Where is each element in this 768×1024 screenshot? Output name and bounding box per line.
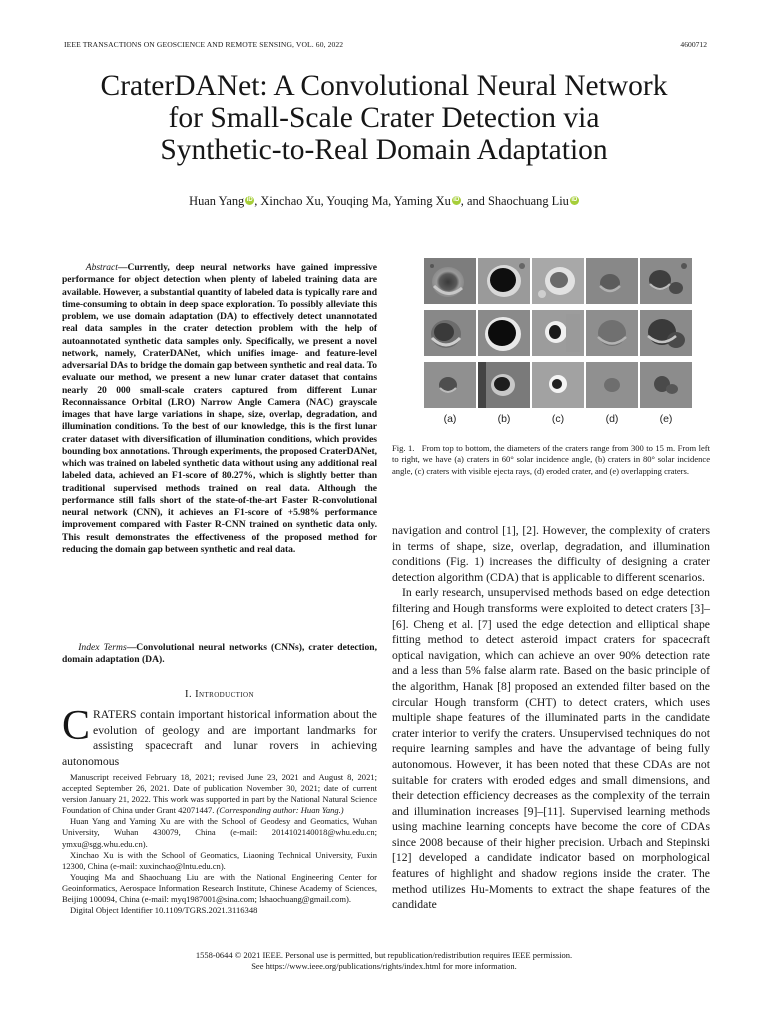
footnote-affiliation-3: Youqing Ma and Shaochuang Liu are with the National Engineering Center for Geoinformatics, Aerospace Information Research Institute, Chinese Academy of Sciences, Beijing 100094, China (e-mail: myq1987001@sina.com; lshaochuang@gmail.com). [62,871,377,905]
crater-image [478,310,530,356]
crater-image [424,310,476,356]
crater-image [532,310,584,356]
crater-image [586,310,638,356]
abstract [62,262,377,556]
author-1: Huan Yang [189,194,245,208]
intro-paragraph [62,703,377,769]
crater-image [586,362,638,408]
abstract-lead: Abstract [85,262,118,273]
footnote-affiliation-2: Xinchao Xu is with the School of Geomatics, Liaoning Technical University, Fuxin 12300, China (e-mail: xuxinchao@lntu.edu.cn). [62,849,377,871]
title-line-2: for Small-Scale Crater Detection via [168,102,600,134]
copyright-notice [0,950,768,972]
crater-image [586,258,638,304]
crater-image [532,362,584,408]
paper-title [0,70,768,166]
figure-caption: Fig. 1. From top to bottom, the diameters of the craters range from 300 to 15 m. From left to right, we have (a) craters in 60° solar incidence angle, (b) craters in 80° solar incidence angle, (c) craters with visible ejecta rays, (d) eroded crater, and (e) overlapping craters. [392,443,713,476]
crater-image [424,362,476,408]
index-terms-dash: — [126,642,137,653]
crater-image [532,258,584,304]
author-list [0,194,768,209]
crater-image [640,258,692,304]
subfigure-label-e: (e) [659,413,673,425]
body-paragraph-1: navigation and control [1], [2]. However, the complexity of craters in terms of shape, size, overlap, degradation, and illumination conditions (Fig. 1) increases the difficulty of designing a crater detection algorithm (CDA) that is applicable to different scenarios. [392,524,710,584]
subfigure-label-d: (d) [605,413,619,425]
abstract-text: Currently, deep neural networks have gained impressive performance for object detection when plenty of labeled training data are available. However, a substantial quantity of labeled data is typically rare and time-consuming to obtain in deep space exploration. To possibly alleviate this problem, we use domain adaptation (DA) to effectively detect unannotated real data samples in the crater detection problem with the help of autoannotated synthetic data samples only. Specifically, we present a novel network, namely, CraterDANet, which unifies image- and feature-level adversarial DAs to bridge the domain gap between synthetic and real data. To evaluate our method, we present a new lunar crater dataset that contains nearly 20 000 small-scale craters captured from different Lunar Reconnaissance Orbital (LRO) Narrow Angle Camera (NAC) grayscale images that have large variations in shape, size, overlap, degradation, and illumination conditions. To the best of our knowledge, this is the first lunar crater dataset with diversification of illumination conditions, which provides bounding box annotations. Through experiments, the proposed CraterDANet, which was trained on labeled synthetic data without using any additional real labeled data, achieved an F1-score of 80.27%, which is slightly better than traditional supervised methods trained on real data. Although the performance still falls short of the state-of-the-art Faster R-convolutional neural network (CNN), it achieves an F1-score of +5.98% performance improvement compared with Faster R-CNN trained on synthetic data only. This result demonstrates the effectiveness of the proposed method for reducing the domain gap between synthetic and real data. [62,262,377,555]
doi[interactable]: Digital Object Identifier 10.1109/TGRS.2021.3116348 [70,905,258,916]
index-terms-lead: Index Terms [78,642,127,653]
subfigure-label-b: (b) [497,413,511,425]
author-2: , Xinchao Xu, Youqing Ma, Yaming Xu [254,194,451,208]
crater-image [640,310,692,356]
section-heading: I. Introduction [185,689,254,700]
footnote-affiliation-1: Huan Yang and Yaming Xu are with the School of Geodesy and Geomatics, Wuhan University, Wuhan 430079, China (e-mail: 2014102140018@whu.edu.cn; ymxu@sgg.whu.edu.cn). [62,816,377,849]
abstract-dash: — [117,262,128,273]
right-column-body [392,523,710,913]
title-line-1: CraterDANet: A Convolutional Neural Network [100,70,668,102]
body-paragraph-2: In early research, unsupervised methods based on edge detection filtering and Hough transforms were exploited to detect craters [3]–[6]. Cheng et al. [7] used the edge detection and elliptical shape fitting method to detect asteroid impact craters for spacecraft optical navigation, which can achieve an over 90% detection rate and a less than 5% false alarm rate. Based on the basic principle of the algorithm, Hanak [8] proposed an extended filter based on the circular Hough transform (CHT) to detect craters, which uses multiple shape features of the illuminated parts in the candidate crater interior to verify the craters. Unsupervised techniques do not require learning samples and have the advantage of being fully autonomous. However, it has been noted that these CDAs are not suitable for craters with eroded edges and small dimensions, and their detection efficiency decreases as the complexity of the terrain and illumination increases [9]–[11]. Supervised learning methods using machine learning concepts have become the core of CDAs since 2008 because of their higher precision. Urbach and Stepinski [12] developed a candidate indicator based on morphological features of highlight and shadow regions inside the crater. The method utilizes Hu-Moments to extract the shape features of the candidate [392,586,710,912]
copyright-line-2: See https://www.ieee.org/publications/rights/index.html for more information. [251,961,517,972]
intro-first-word: RATERS [93,708,137,721]
crater-image [478,362,530,408]
running-head: IEEE TRANSACTIONS ON GEOSCIENCE AND REMOTE SENSING, VOL. 60, 2022 [64,40,344,49]
orcid-icon[interactable]: iD [246,197,253,203]
footnote-manuscript [62,772,377,816]
subfigure-label-c: (c) [551,413,565,425]
orcid-icon[interactable]: iD [453,197,460,203]
copyright-line-1: 1558-0644 © 2021 IEEE. Personal use is permitted, but republication/redistribution requires IEEE permission. [195,950,573,960]
orcid-icon[interactable]: iD [571,197,578,203]
page-number: 4600712 [680,40,707,49]
index-terms [62,642,377,667]
footnote-dates: Manuscript received February 18, 2021; revised June 23, 2021 and August 8, 2021; accepted September 26, 2021. Date of publication November 30, 2021; date of current version January 21, 2022. This work was supported in part by the National Natural Science Foundation of China under Grant 42071447. [62,772,377,816]
title-line-3: Synthetic-to-Real Domain Adaptation [160,134,608,166]
drop-cap: C [62,703,91,749]
crater-image [424,258,476,304]
intro-text: contain important historical information about the evolution of geology and are important landmarks for assisting spacecraft and lunar rovers in achieving autonomous [62,708,377,768]
corresponding-author: (Corresponding author: Huan Yang.) [216,805,344,816]
crater-image [640,362,692,408]
footnote [62,772,377,916]
crater-image [478,258,530,304]
author-3: , and Shaochuang Liu [460,194,569,208]
subfigure-label-a: (a) [443,413,457,425]
index-terms-text: Convolutional neural networks (CNNs), crater detection, domain adaptation (DA). [62,642,378,666]
